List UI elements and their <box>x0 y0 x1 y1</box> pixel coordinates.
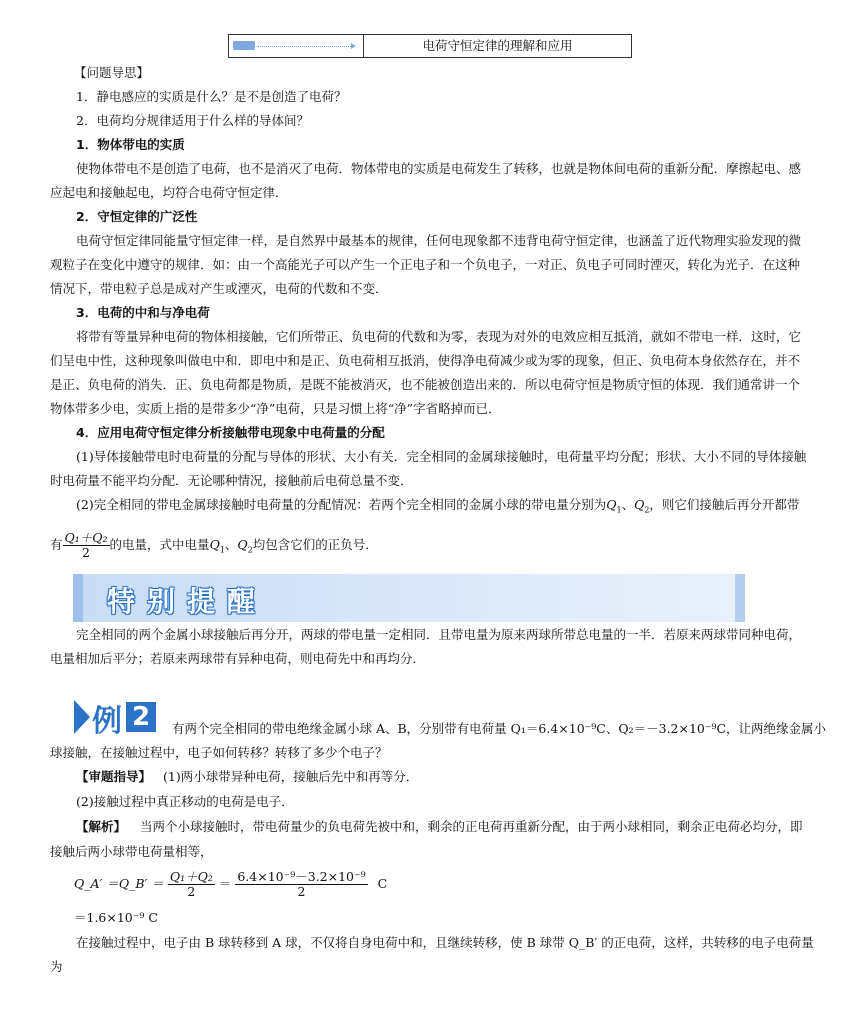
example-number: 2 <box>126 702 156 732</box>
section-3-line: 们呈电中性，这种现象叫做电中和．即电中和是正、负电荷相互抵消，使得净电荷减少或为零的现象，但正、负电荷本身依然存在，并不 <box>50 353 801 368</box>
section-3-title: 3．电荷的中和与净电荷 <box>76 305 210 320</box>
page-title: 电荷守恒定律的理解和应用 <box>422 38 573 53</box>
decoration-badge <box>233 41 255 50</box>
text-fragment: ，则它们接触后再分开都带 <box>649 497 800 512</box>
equals-sign: ＝ <box>218 876 232 891</box>
var-sub: 1 <box>616 505 622 515</box>
fraction-numerator: Q₁＋Q₂ <box>169 869 213 884</box>
section-4-line: 时电荷量不能平均分配．无论哪种情况，接触前后电荷总量不变． <box>50 473 413 488</box>
section-3-line: 物体带多少电，实质上指的是带多少“净”电荷，只是习惯上将“净”字省略掉而已． <box>50 401 501 416</box>
fraction <box>63 531 110 560</box>
section-4-line-4 <box>50 530 815 566</box>
var-q: Q <box>606 497 617 512</box>
analysis-line-3: 在接触过程中，电子由 B 球转移到 A 球，不仅将自身电荷中和，且继续转移，使 B 球带 Q_B′ 的正电荷，这样，共转移的电子电荷量 <box>76 935 814 950</box>
example-line: 球接触，在接触过程中，电子如何转移？转移了多少个电子？ <box>50 745 388 760</box>
section-3-line: 将带有等量异种电荷的物体相接触，它们所带正、负电荷的代数和为零，表现为对外的电效应相互抵消，就如不带电一样．这时，它 <box>76 329 802 344</box>
tip-line: 完全相同的两个金属小球接触后再分开，两球的带电量一定相同．且带电量为原来两球所带总电量的一半．若原来两球带同种电荷， <box>76 627 802 642</box>
equation-left: Q_A′ ＝Q_B′ ＝ <box>74 876 164 891</box>
guide-heading: 【问题导思】 <box>74 65 150 80</box>
fraction-denominator: 2 <box>187 884 196 899</box>
section-2-line: 情况下，带电粒子总是成对产生或湮灭，电荷的代数和不变． <box>50 281 388 296</box>
text-fragment: 、 <box>621 497 635 512</box>
var-q: Q <box>209 537 220 552</box>
example-line: 有两个完全相同的带电绝缘金属小球 A、B，分别带有电荷量 Q₁＝6.4×10⁻⁹C、Q₂＝－3.2×10⁻⁹C，让两绝缘金属小 <box>172 721 827 736</box>
review-guide-line <box>76 765 841 789</box>
analysis-line-2: 接触后两小球带电荷量相等， <box>50 844 213 859</box>
text-fragment: 均包含它们的正负号． <box>252 537 378 552</box>
review-guide-line-2: (2)接触过程中真正移动的电荷是电子． <box>76 794 294 809</box>
guide-question-2: 2．电荷均分规律适用于什么样的导体间？ <box>76 113 309 128</box>
fraction-denominator: 2 <box>82 545 90 560</box>
fraction <box>235 870 367 899</box>
var-q: Q <box>237 537 248 552</box>
title-bar-decoration <box>229 35 364 57</box>
fraction-denominator: 2 <box>297 884 306 899</box>
banner-accent <box>73 574 83 622</box>
var-sub: 2 <box>247 545 253 555</box>
section-4-line-3 <box>50 493 815 523</box>
section-4-title: 4．应用电荷守恒定律分析接触带电现象中电荷量的分配 <box>76 425 385 440</box>
fraction-numerator: Q₁＋Q₂ <box>64 530 108 545</box>
text-fragment: 、 <box>224 537 238 552</box>
tip-line: 电量相加后平分；若原来两球带有异种电荷，则电荷先中和再均分． <box>50 651 426 666</box>
section-1-line: 应起电和接触起电，均符合电荷守恒定律． <box>50 185 288 200</box>
text-fragment: 的电量，式中电量 <box>109 537 210 552</box>
section-2-title: 2．守恒定律的广泛性 <box>76 209 198 224</box>
fraction <box>168 870 215 899</box>
unit: C <box>377 876 388 891</box>
review-guide-text: (1)两小球带异种电荷，接触后先中和再等分． <box>163 769 419 784</box>
text-fragment: (2)完全相同的带电金属球接触时电荷量的分配情况：若两个完全相同的金属小球的带电量分别为 <box>76 497 607 512</box>
section-1-title: 1．物体带电的实质 <box>76 137 185 152</box>
analysis-equation-2: ＝1.6×10⁻⁹ C <box>74 910 158 925</box>
section-title-bar <box>228 34 632 58</box>
guide-question-1: 1．静电感应的实质是什么？是不是创造了电荷？ <box>76 89 347 104</box>
var-q: Q <box>634 497 645 512</box>
analysis-text: 当两个小球接触时，带电荷量少的负电荷先被中和，剩余的正电荷再重新分配，由于两小球相同，剩余正电荷必均分，即 <box>140 819 803 834</box>
special-reminder-banner <box>73 574 745 622</box>
review-guide-label: 【审题指导】 <box>76 769 152 784</box>
decoration-dotted-line <box>257 46 353 47</box>
section-2-line: 电荷守恒定律同能量守恒定律一样，是自然界中最基本的规律，任何电现象都不违背电荷守恒定律，也涵盖了近代物理实验发现的微 <box>76 233 802 248</box>
example-arrow-icon <box>74 700 90 734</box>
section-2-line: 观粒子在变化中遵守的规律．如：由一个高能光子可以产生一个正电子和一个负电子，一对正、负电子可同时湮灭，转化为光子．在这种 <box>50 257 801 272</box>
analysis-label: 【解析】 <box>76 819 127 834</box>
var-sub: 2 <box>644 505 650 515</box>
fraction-numerator: 6.4×10⁻⁹－3.2×10⁻⁹ <box>237 869 366 884</box>
analysis-line <box>76 815 841 839</box>
example-label: 例 <box>92 704 122 739</box>
analysis-equation <box>74 868 839 900</box>
section-3-line: 是正、负电荷的消失．正、负电荷都是物质，是既不能被消灭，也不能被创造出来的．所以电荷守恒是物质守恒的体现．我们通常讲一个 <box>50 377 801 392</box>
decoration-arrow <box>351 43 356 49</box>
var-sub: 1 <box>219 545 225 555</box>
text-fragment: 有 <box>50 537 63 552</box>
banner-title: 特别提醒 <box>107 585 268 618</box>
analysis-line-4: 为 <box>50 959 63 974</box>
section-1-line: 使物体带电不是创造了电荷，也不是消灭了电荷．物体带电的实质是电荷发生了转移，也就是物体间电荷的重新分配．摩擦起电、感 <box>76 161 802 176</box>
section-4-line: (1)导体接触带电时电荷量的分配与导体的形状、大小有关．完全相同的金属球接触时，电荷量平均分配；形状、大小不同的导体接触 <box>76 449 807 464</box>
